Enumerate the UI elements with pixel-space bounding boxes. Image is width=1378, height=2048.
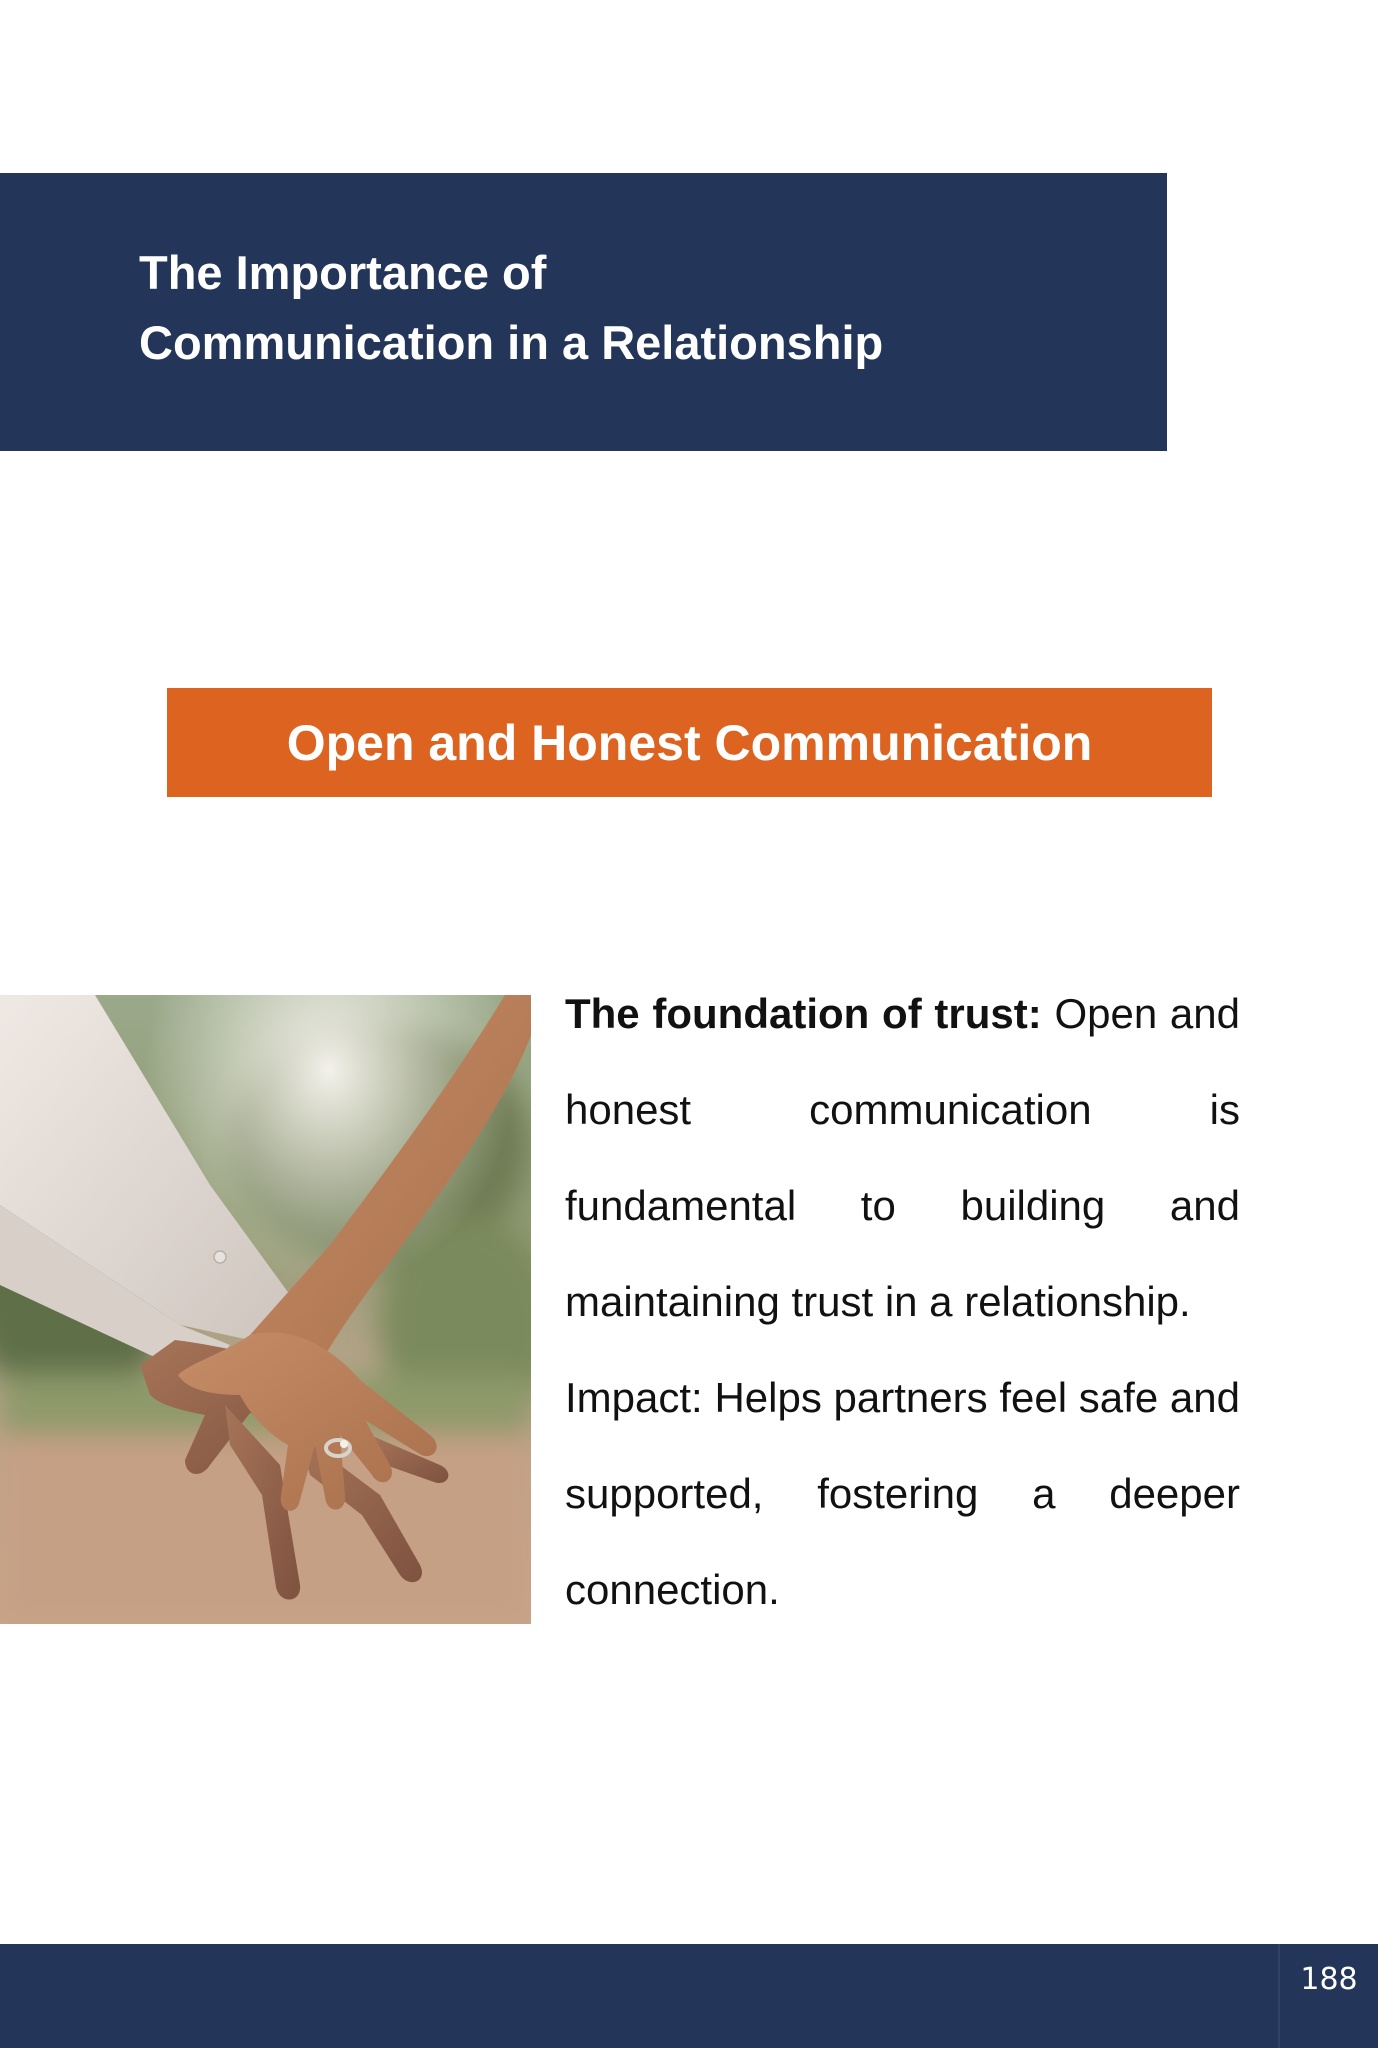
page-title	[139, 238, 1139, 378]
page-title-line-2: Communication in a Relationship	[139, 316, 884, 369]
holding-hands-photo	[0, 995, 531, 1624]
paragraph-impact: Impact: Helps partners feel safe and supported, fostering a deeper connection.	[565, 1374, 1240, 1613]
section-heading: Open and Honest Communication	[286, 714, 1093, 771]
body-text	[565, 966, 1240, 1638]
paragraph-trust-text: Open and honest communication is fundamental to building and maintaining trust in a relationship.	[565, 990, 1240, 1325]
page-number: 188	[1300, 1961, 1358, 1997]
page-title-line-1: The Importance of	[139, 246, 547, 299]
lead-bold: The foundation of trust:	[565, 990, 1042, 1037]
footer-bar	[0, 1944, 1378, 2048]
section-banner	[167, 688, 1212, 797]
paragraph-trust	[565, 966, 1240, 1350]
